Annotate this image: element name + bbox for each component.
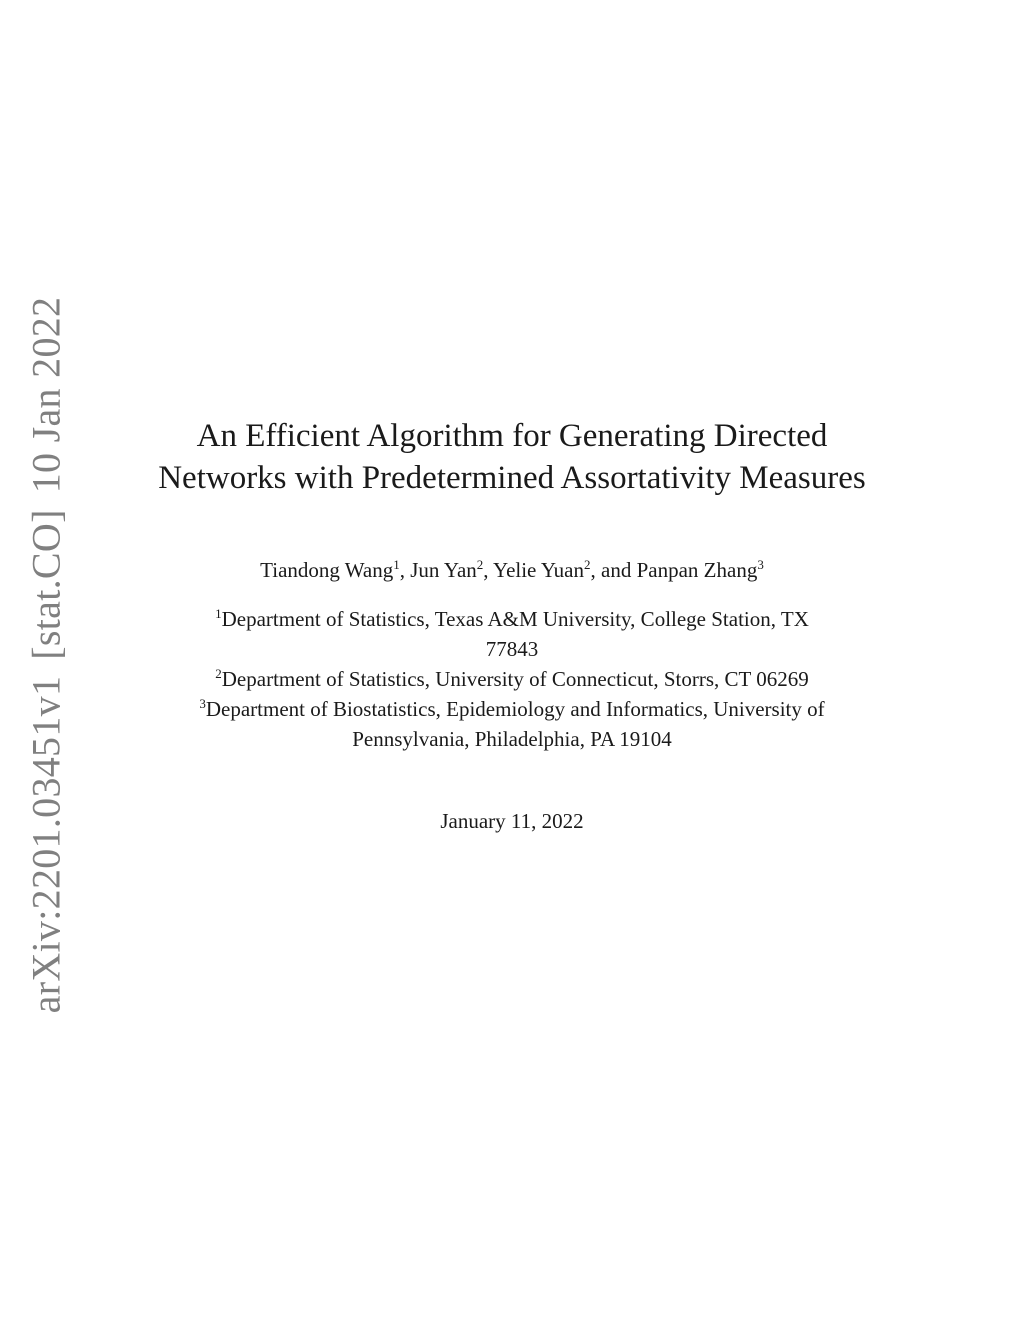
author-separator: , and — [590, 558, 637, 582]
author-name: Yelie Yuan — [493, 558, 585, 582]
affiliation-text: Department of Statistics, University of Connecticut, Storrs, CT 06269 — [221, 667, 809, 691]
author-name: Panpan Zhang — [636, 558, 758, 582]
affiliation-text: Department of Statistics, Texas A&M University, College Station, TX — [221, 607, 809, 631]
paper-title — [0, 415, 1024, 499]
publication-date: January 11, 2022 — [440, 809, 584, 833]
affiliation-list — [0, 604, 1024, 754]
author-affiliation-mark: 1 — [393, 557, 400, 572]
author-affiliation-mark: 2 — [476, 557, 484, 572]
author-separator: , — [399, 558, 411, 582]
arxiv-id: arXiv:2201.03451v1 — [23, 675, 69, 1014]
arxiv-category: [stat.CO] — [23, 509, 69, 660]
affiliation-text: Department of Biostatistics, Epidemiology and Informatics, University of — [205, 697, 825, 721]
affiliation-mark: 3 — [199, 696, 206, 711]
affiliation-1 — [0, 604, 1024, 634]
affiliation-mark: 1 — [215, 606, 222, 621]
arxiv-date: 10 Jan 2022 — [23, 296, 69, 494]
author-affiliation-mark: 3 — [757, 557, 764, 572]
author-name: Jun Yan — [410, 558, 477, 582]
affiliation-2 — [0, 664, 1024, 694]
affiliation-3-continued: Pennsylvania, Philadelphia, PA 19104 — [352, 727, 672, 751]
author-affiliation-mark: 2 — [584, 557, 591, 572]
affiliation-mark: 2 — [215, 666, 222, 681]
author-name: Tiandong Wang — [260, 558, 394, 582]
author-list — [0, 555, 1024, 585]
title-line-1: An Efficient Algorithm for Generating Directed — [196, 418, 828, 454]
author-separator: , — [483, 558, 493, 582]
affiliation-3 — [0, 694, 1024, 724]
affiliation-1-continued: 77843 — [485, 637, 539, 661]
title-line-2: Networks with Predetermined Assortativity Measures — [158, 460, 866, 496]
